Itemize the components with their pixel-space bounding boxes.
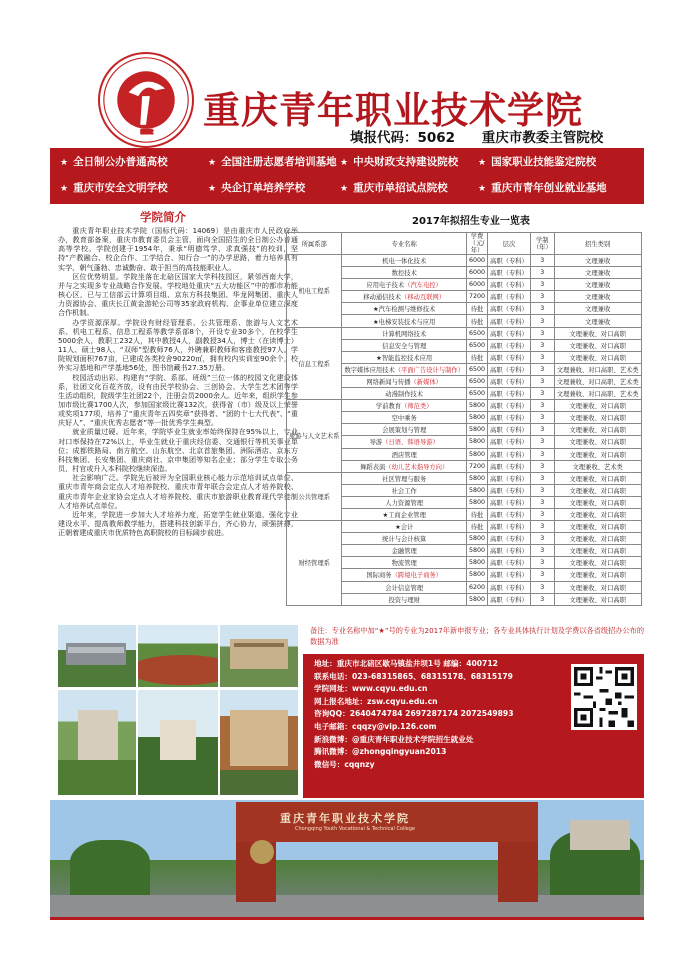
- category-cell: 文理兼收、对口高职: [554, 448, 641, 460]
- gate-sign: 重庆青年职业技术学院: [280, 812, 410, 825]
- campus-photo: [58, 690, 136, 795]
- major-name-cell: [342, 460, 467, 472]
- duration-cell: 3: [530, 388, 554, 400]
- major-name: 计算机网络技术: [382, 330, 427, 338]
- tuition-cell: 5800: [467, 472, 488, 484]
- level-cell: 高职（专科）: [488, 508, 531, 520]
- category-cell: 文理兼收、对口高职: [554, 424, 641, 436]
- major-name-cell: [342, 400, 467, 412]
- level-cell: 高职（专科）: [488, 315, 531, 327]
- table-note: 备注：专业名称中加“★”号的专业为2017年新申报专业；各专业具体执行计划及学费以各省级招办公布的数据为准: [310, 626, 645, 646]
- honors-row-2: [50, 174, 644, 202]
- major-name-cell: [342, 521, 467, 533]
- tuition-cell: 6000: [467, 267, 488, 279]
- category-cell: 文理兼收、对口高职: [554, 351, 641, 363]
- contact-wechat: 微信号：cqqnzy: [314, 759, 375, 769]
- level-cell: 高职（专科）: [488, 545, 531, 557]
- contact-panel: [303, 654, 644, 798]
- table-row: [287, 472, 642, 484]
- duration-cell: 3: [530, 533, 554, 545]
- major-direction: （跨境电子商务）: [391, 572, 442, 580]
- level-cell: 高职（专科）: [488, 484, 531, 496]
- intro-paragraph: 社会影响广泛。学院先后被评为全国职业核心能力示范培训试点单位、重庆市青年商会定点人才培养院校、重庆市青年联合会定点人才培养院校、重庆市青年企业家协会定点人才培养院校、重庆市旅游职业教育现代学徒制人才培养试点单位。: [58, 473, 298, 510]
- level-cell: 高职（专科）: [488, 436, 531, 448]
- major-name-cell: [342, 375, 467, 387]
- duration-cell: 3: [530, 363, 554, 375]
- major-name: ★汽车检测与维修技术: [373, 306, 436, 314]
- duration-cell: 3: [530, 315, 554, 327]
- major-name-cell: [342, 388, 467, 400]
- duration-cell: 3: [530, 545, 554, 557]
- major-name: ★工商企业管理: [382, 512, 426, 520]
- tuition-cell: 5800: [467, 496, 488, 508]
- logo-year: 1954: [152, 129, 168, 135]
- contact-apply-url[interactable]: 网上报名地址：zsw.cqyu.edu.cn: [314, 696, 438, 706]
- duration-cell: 3: [530, 351, 554, 363]
- duration-cell: 3: [530, 496, 554, 508]
- major-name-cell: [342, 412, 467, 424]
- major-name-cell: [342, 291, 467, 303]
- category-cell: 文理兼收、对口高职: [554, 436, 641, 448]
- gate-sign-en: Chongqing Youth Vocational & Technical College: [295, 826, 416, 832]
- major-name-cell: [342, 363, 467, 375]
- level-cell: 高职（专科）: [488, 303, 531, 315]
- level-cell: 高职（专科）: [488, 339, 531, 351]
- level-cell: 高职（专科）: [488, 472, 531, 484]
- table-row: [287, 327, 642, 339]
- star-icon: ★: [208, 158, 217, 168]
- tuition-cell: 6500: [467, 363, 488, 375]
- tuition-cell: 5800: [467, 557, 488, 569]
- intro-paragraph: 重庆青年职业技术学院（国标代码：14069）是由重庆市人民政府举办，教育部备案，重庆市教育委员会主管，面向全国招生的全日制公办普通高等学校。学院创建于1954年，秉承“明德笃学、求真强技”的校训，坚持“产教融合、校企合作、工学结合、知行合一”的办学思路，着力培养具有实学、朝气蓬勃、忠诚勤奋、敢于担当的高技能职业人。: [58, 226, 298, 272]
- major-name: 空中乘务: [391, 415, 417, 423]
- level-cell: 高职（专科）: [488, 375, 531, 387]
- major-name: 人力资源管理: [385, 499, 424, 507]
- category-cell: 文理兼收、对口高职: [554, 545, 641, 557]
- major-name: ★会计: [395, 524, 414, 532]
- level-cell: 高职（专科）: [488, 412, 531, 424]
- major-direction: （幼儿艺术指导方向）: [385, 463, 449, 471]
- college-title: 重庆青年职业技术学院: [203, 89, 583, 132]
- major-name-cell: [342, 351, 467, 363]
- star-icon: ★: [478, 158, 487, 168]
- honor-item: ★ 全国注册志愿者培训基地: [208, 156, 337, 168]
- honor-item: ★ 中央财政支持建设院校: [340, 156, 459, 168]
- category-cell: 文理兼收、对口高职: [554, 569, 641, 581]
- category-cell: 文理兼收: [554, 303, 641, 315]
- contact-weibo-tencent: 腾讯微博：@zhongqingyuan2013: [314, 747, 447, 757]
- category-cell: 文理兼收: [554, 315, 641, 327]
- major-name: 舞蹈表演: [360, 463, 386, 471]
- level-cell: 高职（专科）: [488, 460, 531, 472]
- major-name-cell: [342, 472, 467, 484]
- major-name: 统计与会计核算: [382, 536, 427, 544]
- campus-photo: [138, 690, 218, 795]
- category-cell: 文理兼收、对口高职: [554, 400, 641, 412]
- major-name-cell: [342, 315, 467, 327]
- major-name-cell: [342, 508, 467, 520]
- major-name: 导游: [369, 439, 383, 447]
- category-cell: 文理兼收、对口高职、艺术类: [554, 375, 641, 387]
- major-name: 网络新闻与传播: [366, 378, 411, 386]
- tuition-cell: 6500: [467, 339, 488, 351]
- department-cell: 信息工程系: [287, 327, 342, 400]
- tuition-cell: 待批: [467, 315, 488, 327]
- major-name-cell: [342, 581, 467, 593]
- star-icon: ★: [340, 158, 349, 168]
- major-name: 信息安全与管理: [382, 342, 427, 350]
- duration-cell: 3: [530, 448, 554, 460]
- tuition-cell: 5800: [467, 593, 488, 605]
- majors-heading: 2017年拟招生专业一览表: [412, 216, 530, 227]
- level-cell: 高职（专科）: [488, 569, 531, 581]
- majors-table-body: [287, 255, 642, 606]
- department-cell: 机电工程系: [287, 255, 342, 328]
- major-name-cell: [342, 267, 467, 279]
- level-cell: 高职（专科）: [488, 448, 531, 460]
- tuition-cell: 5800: [467, 436, 488, 448]
- column-header: 招生类别: [554, 233, 641, 255]
- major-name: 社会工作: [391, 487, 417, 495]
- department-cell: 公共管理系: [287, 472, 342, 520]
- honor-item: ★ 央企订单培养学校: [208, 182, 306, 194]
- category-cell: 文理兼收、对口高职: [554, 581, 641, 593]
- major-name: 社区管理与服务: [382, 475, 427, 483]
- major-direction: （汽车电控）: [404, 282, 442, 290]
- column-header: 学制（年）: [530, 233, 554, 255]
- duration-cell: 3: [530, 339, 554, 351]
- tuition-cell: 6000: [467, 279, 488, 291]
- tuition-cell: 待批: [467, 508, 488, 520]
- star-icon: ★: [340, 184, 349, 194]
- contact-weibo-sina: 新浪微博：@重庆青年职业技术学院招生就业处: [314, 734, 474, 744]
- honor-item: ★ 全日制公办普通高校: [60, 156, 168, 168]
- duration-cell: 3: [530, 569, 554, 581]
- category-cell: 文理兼收、对口高职: [554, 412, 641, 424]
- department-cell: 财经管理系: [287, 521, 342, 606]
- duration-cell: 3: [530, 557, 554, 569]
- major-name: 应用电子技术: [366, 282, 405, 290]
- category-cell: 文理兼收、对口高职: [554, 508, 641, 520]
- intro-text: [58, 226, 298, 537]
- tuition-cell: 6500: [467, 388, 488, 400]
- major-name-cell: [342, 448, 467, 460]
- level-cell: 高职（专科）: [488, 291, 531, 303]
- major-name-cell: [342, 327, 467, 339]
- column-header: 学费（元/年）: [467, 233, 488, 255]
- major-name: 酒店管理: [391, 451, 417, 459]
- major-name: 国际商务: [366, 572, 392, 580]
- major-name-cell: [342, 339, 467, 351]
- college-logo: [98, 52, 194, 148]
- duration-cell: 3: [530, 593, 554, 605]
- star-icon: ★: [60, 158, 69, 168]
- major-name-cell: [342, 593, 467, 605]
- enrollment-code: 填报代码：5062: [350, 130, 456, 146]
- major-name-cell: [342, 255, 467, 267]
- campus-photo: [220, 625, 298, 687]
- tuition-cell: 5800: [467, 448, 488, 460]
- level-cell: 高职（专科）: [488, 424, 531, 436]
- duration-cell: 3: [530, 581, 554, 593]
- major-name: 机电一体化技术: [382, 258, 427, 266]
- intro-heading: 学院简介: [140, 210, 186, 224]
- honors-banner: [50, 148, 644, 204]
- major-name-cell: [342, 545, 467, 557]
- category-cell: 文理兼收: [554, 279, 641, 291]
- tuition-cell: 6200: [467, 581, 488, 593]
- tuition-cell: 5800: [467, 545, 488, 557]
- majors-table: [286, 232, 642, 606]
- level-cell: 高职（专科）: [488, 351, 531, 363]
- honor-item: ★ 重庆市单招试点院校: [340, 182, 448, 194]
- level-cell: 高职（专科）: [488, 363, 531, 375]
- tuition-cell: 6000: [467, 255, 488, 267]
- tuition-cell: 5800: [467, 400, 488, 412]
- major-name-cell: [342, 484, 467, 496]
- qr-code-icon: [571, 664, 637, 730]
- duration-cell: 3: [530, 508, 554, 520]
- duration-cell: 3: [530, 279, 554, 291]
- star-icon: ★: [478, 184, 487, 194]
- tuition-cell: 5800: [467, 412, 488, 424]
- major-name: 会计信息管理: [385, 584, 424, 592]
- level-cell: 高职（专科）: [488, 593, 531, 605]
- contact-lines: [314, 658, 514, 771]
- tuition-cell: 待批: [467, 351, 488, 363]
- tuition-cell: 5800: [467, 569, 488, 581]
- major-name-cell: [342, 569, 467, 581]
- category-cell: 文理兼收: [554, 267, 641, 279]
- category-cell: 文理兼收、对口高职: [554, 533, 641, 545]
- category-cell: 文理兼收、对口高职: [554, 593, 641, 605]
- major-name-cell: [342, 533, 467, 545]
- category-cell: 文理兼收: [554, 291, 641, 303]
- duration-cell: 3: [530, 472, 554, 484]
- tuition-cell: 5800: [467, 533, 488, 545]
- tuition-cell: 7200: [467, 291, 488, 303]
- logo-emblem-icon: [100, 54, 192, 146]
- major-name-cell: [342, 303, 467, 315]
- major-direction: （移动互联网）: [401, 294, 446, 302]
- table-row: [287, 521, 642, 533]
- tuition-cell: 5800: [467, 484, 488, 496]
- level-cell: 高职（专科）: [488, 400, 531, 412]
- campus-photo: [220, 690, 298, 795]
- contact-email[interactable]: 电子邮箱：cqqzy@vip.126.com: [314, 721, 437, 731]
- header-subtitle: [350, 126, 625, 146]
- table-header-row: [287, 233, 642, 255]
- category-cell: 文理兼收、对口高职: [554, 327, 641, 339]
- duration-cell: 3: [530, 412, 554, 424]
- intro-paragraph: 校园活动出彩。构建有“学院、系部、班级”三位一体的校园文化建设体系，社团文化百花齐放，设有由民学校协会、三创协会、大学生艺术团等学生活动组织，院级学生社团22个，注册会员2000余人。近年来，组织学生参加市级比赛1700人次，参加国家级比赛132次，获得省（市）级及以上荣誉或奖项177项，培养了“重庆青年五四奖章”获得者、“团的十七大代表”、“重庆好人”、“重庆优秀志愿者”等一批优秀学生典型。: [58, 372, 298, 428]
- tuition-cell: 待批: [467, 521, 488, 533]
- honors-row-1: [50, 148, 644, 176]
- duration-cell: 3: [530, 436, 554, 448]
- duration-cell: 3: [530, 303, 554, 315]
- level-cell: 高职（专科）: [488, 279, 531, 291]
- intro-paragraph: 近年来，学院进一步加大人才培养力度，拓宽学生就业渠道、强化专业建设水平、提高教师教学能力，搭建科技创新平台，齐心协力，顽强拼搏，正朝着建成重庆市优质特色高职院校的目标阔步前进。: [58, 509, 298, 538]
- campus-photo: [58, 625, 136, 687]
- star-icon: ★: [208, 184, 217, 194]
- major-name: 数控技术: [391, 270, 417, 278]
- authority-label: 重庆市教委主管院校: [481, 130, 604, 146]
- intro-paragraph: 区位优势明显。学院坐落在北碚区国家大学科技园区，紧邻西南大学，并与之实现多专业战略合作发展。学校地处重庆“五大功能区”中的都市功能核心区，已与工信部云计算项目组、京东方科技集团、华龙网集团、重庆人力资源协会、重庆长江黄金游轮公司等35家政府机构、企事业单位建立深度合作机制。: [58, 271, 298, 318]
- major-name: ★智能监控技术应用: [376, 354, 433, 362]
- column-header: 所属系部: [287, 233, 342, 255]
- category-cell: 文理兼收、对口高职: [554, 484, 641, 496]
- footer-band: [50, 917, 644, 920]
- category-cell: 文理兼收、艺术类: [554, 460, 641, 472]
- honor-item: ★ 重庆市安全文明学校: [60, 182, 168, 194]
- major-name-cell: [342, 279, 467, 291]
- duration-cell: 3: [530, 400, 554, 412]
- major-name-cell: [342, 436, 467, 448]
- intro-paragraph: 办学资源深厚。学院设有财经管理系、公共管理系、旅游与人文艺术系、机电工程系、信息工程系等教学系部8个，开设专业30多个，在校学生5000余人，教职工232人，其中教授4人，副教授34人，博士（在读博士）11人、硕士98人、“双师”型教师76人，外聘兼职教师和客座教授97人。学院规划面积767亩，已建成各类校舍90220㎡，拥有校内实训室90余个，校外实习基地和产学基地56处，图书馆藏书27.35万册。: [58, 317, 298, 373]
- major-name: 会展策划与管理: [382, 427, 427, 435]
- category-cell: 文理兼收、对口高职、艺术类: [554, 388, 641, 400]
- level-cell: 高职（专科）: [488, 557, 531, 569]
- duration-cell: 3: [530, 521, 554, 533]
- major-name: ★电梯安装技术与应用: [373, 318, 436, 326]
- major-name: 投资与理财: [388, 596, 420, 604]
- level-cell: 高职（专科）: [488, 327, 531, 339]
- major-name-cell: [342, 496, 467, 508]
- honor-item: ★ 国家职业技能鉴定院校: [478, 156, 597, 168]
- major-name-cell: [342, 557, 467, 569]
- major-name: 物流管理: [391, 560, 417, 568]
- table-row: [287, 255, 642, 267]
- level-cell: 高职（专科）: [488, 521, 531, 533]
- duration-cell: 3: [530, 375, 554, 387]
- level-cell: 高职（专科）: [488, 388, 531, 400]
- contact-website[interactable]: 学院网址：www.cqyu.edu.cn: [314, 684, 428, 694]
- duration-cell: 3: [530, 291, 554, 303]
- major-name: 移动通信技术: [363, 294, 402, 302]
- duration-cell: 3: [530, 255, 554, 267]
- tuition-cell: 6500: [467, 375, 488, 387]
- campus-photos: [58, 625, 298, 795]
- table-row: [287, 400, 642, 412]
- column-header: 专业名称: [342, 233, 467, 255]
- category-cell: 文理兼收、对口高职: [554, 557, 641, 569]
- duration-cell: 3: [530, 460, 554, 472]
- major-direction: （新媒体）: [410, 378, 442, 386]
- major-name-cell: [342, 424, 467, 436]
- major-name: 学前教育: [375, 403, 402, 411]
- star-icon: ★: [60, 184, 69, 194]
- intro-paragraph: 就业质量过硬。近年来，学院毕业生就业率始终保持在95%以上，专业对口率保持在72%以上，毕业生就业于重庆经信委、交通银行等机关事业单位；成都铁路局、南方航空、山东航空、北京首旅集团、洲际酒店、京东方科技集团、长安集团、重庆商社、京申集团等知名企业；部分学生专取公务员、村官或升入本科院校继续深造。: [58, 427, 298, 474]
- level-cell: 高职（专科）: [488, 496, 531, 508]
- tuition-cell: 5800: [467, 424, 488, 436]
- campus-photo: [138, 625, 218, 687]
- major-name: 数字媒体应用技术: [344, 366, 395, 374]
- category-cell: 文理兼收、对口高职: [554, 339, 641, 351]
- category-cell: 文理兼收: [554, 255, 641, 267]
- category-cell: 文理兼收、对口高职、艺术类: [554, 363, 641, 375]
- tuition-cell: 6500: [467, 327, 488, 339]
- level-cell: 高职（专科）: [488, 255, 531, 267]
- duration-cell: 3: [530, 484, 554, 496]
- major-name: 金融管理: [391, 548, 417, 556]
- contact-phone: 联系电话：023-68315865、68315178、68315179: [314, 671, 513, 681]
- campus-gate-image: [50, 800, 644, 917]
- duration-cell: 3: [530, 424, 554, 436]
- category-cell: 文理兼收、对口高职: [554, 496, 641, 508]
- duration-cell: 3: [530, 327, 554, 339]
- tuition-cell: 7200: [467, 460, 488, 472]
- major-direction: （平面广告设计与制作）: [394, 366, 465, 374]
- major-direction: （师范类）: [401, 403, 433, 411]
- major-name: 动漫制作技术: [385, 391, 424, 399]
- tuition-cell: 待批: [467, 303, 488, 315]
- honor-item: ★ 重庆市青年创业就业基地: [478, 182, 607, 194]
- duration-cell: 3: [530, 267, 554, 279]
- department-cell: 旅游与人文艺术系: [287, 400, 342, 473]
- category-cell: 文理兼收、对口高职: [554, 521, 641, 533]
- level-cell: 高职（专科）: [488, 533, 531, 545]
- contact-qq: 咨询QQ：2640474784 2697287174 2072549893: [314, 709, 514, 719]
- major-direction: （日语、韩语导游）: [382, 439, 439, 447]
- level-cell: 高职（专科）: [488, 581, 531, 593]
- category-cell: 文理兼收、对口高职: [554, 472, 641, 484]
- column-header: 层次: [488, 233, 531, 255]
- level-cell: 高职（专科）: [488, 267, 531, 279]
- contact-address: 地址：重庆市北碚区歇马镇盐井坝1号 邮编：400712: [314, 659, 498, 668]
